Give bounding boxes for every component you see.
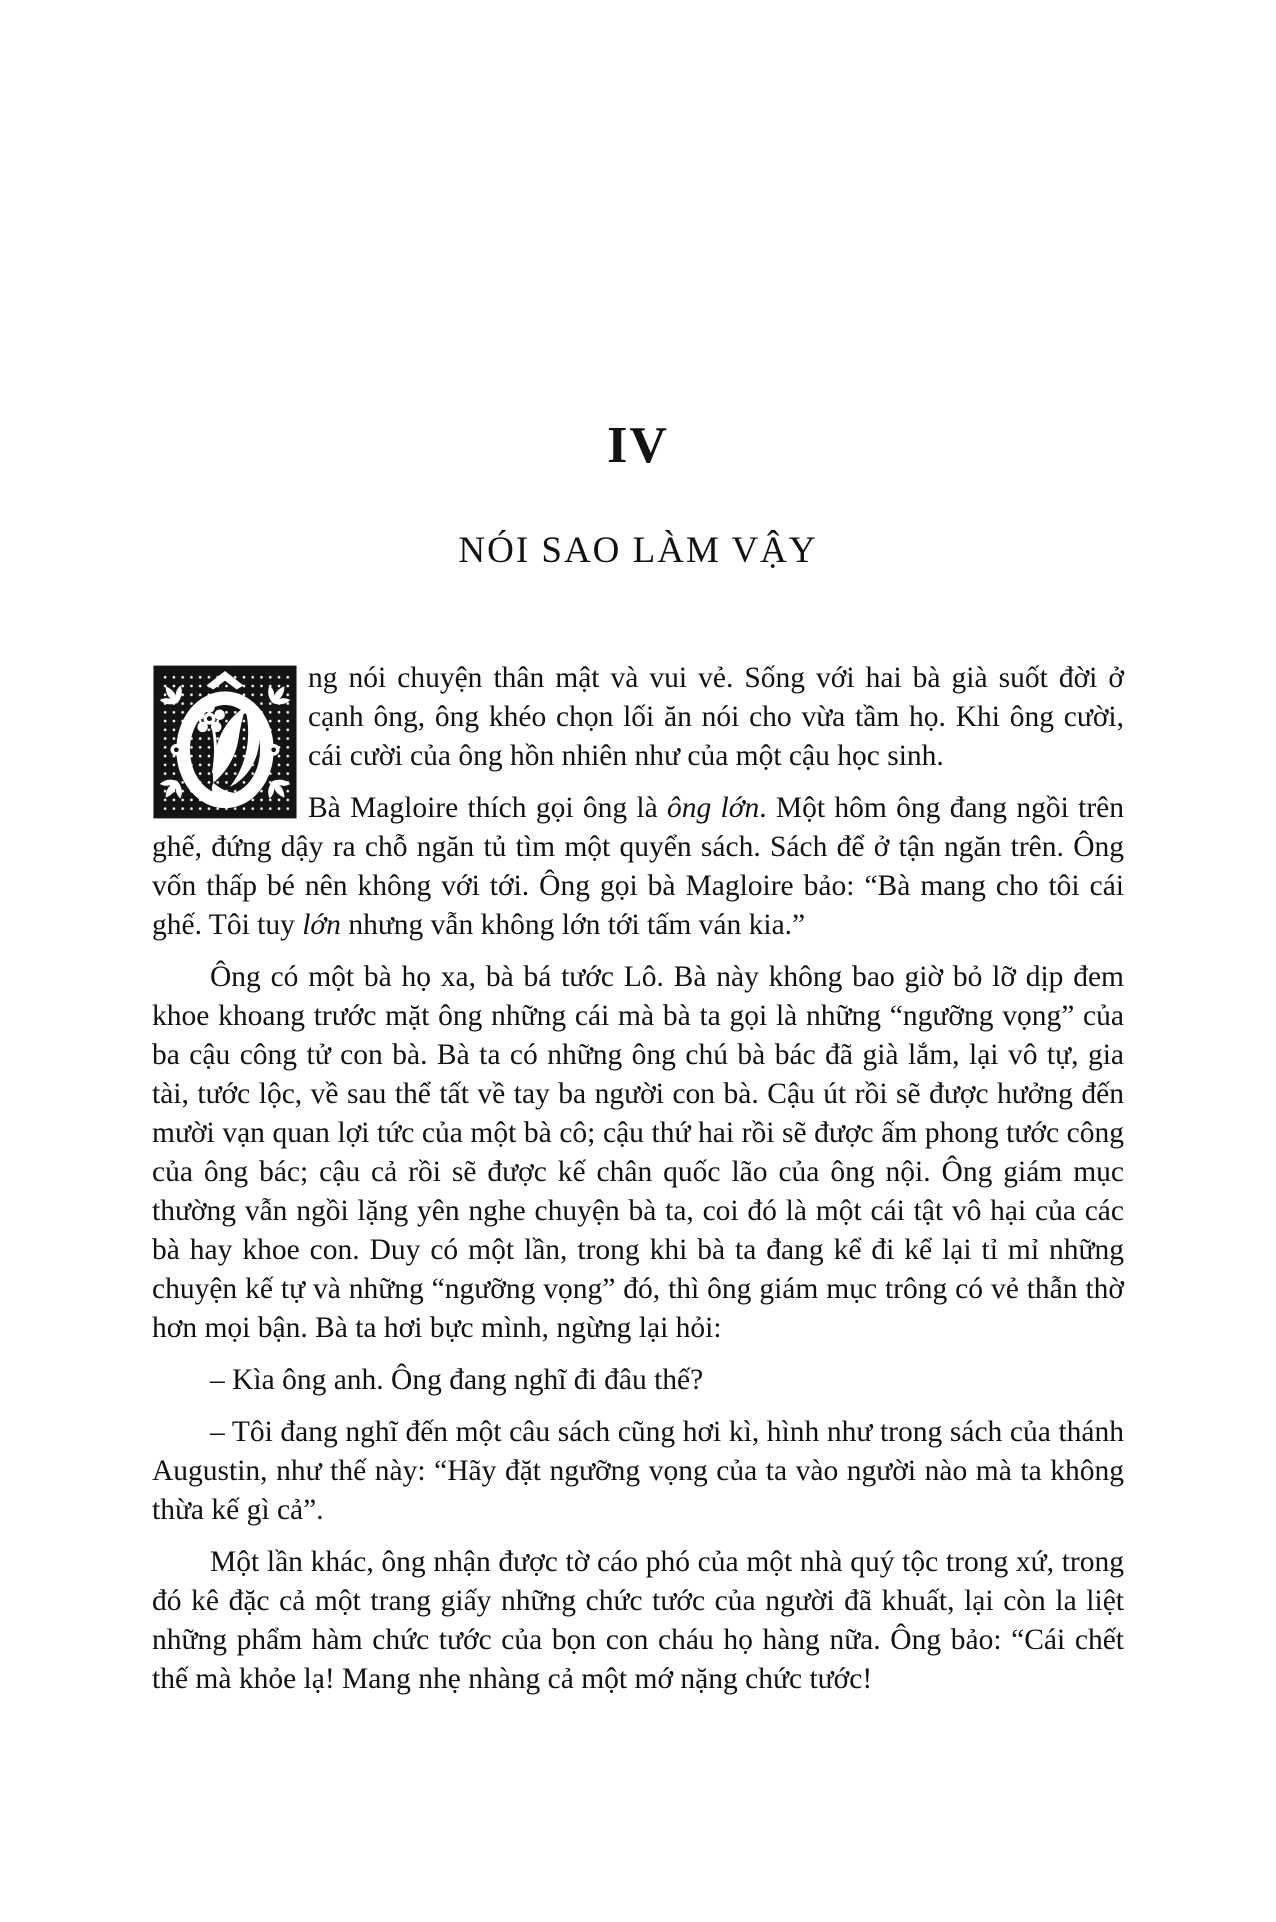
chapter-number: IV <box>607 417 669 474</box>
italic-text-run: ông lớn <box>666 792 760 824</box>
text-run: Một lần khác, ông nhận được tờ cáo phó của một nhà quý tộc trong xứ, trong đó kê đặc cả một trang giấy những chức tước của người đã khuất, lại còn la liệt những phẩm hàm chức tước của bọn con cháu họ hàng nữa. Ông bảo: “Cái chết thế mà khỏe lạ! Mang nhẹ nhàng cả một mớ nặng chức tước! <box>152 1546 1124 1695</box>
body-text <box>152 659 1124 1699</box>
text-run: . Một hôm ông đang ngồi trên ghế, đứng dậy ra chỗ ngăn tủ tìm một quyển sách. Sách để ở tận ngăn trên. Ông vốn thấp bé nên không với tới. Ông gọi bà Magloire bảo: “Bà mang cho tôi cái ghế. Tôi tuy <box>152 792 1124 941</box>
ornate-initial-icon <box>152 664 298 820</box>
text-run: ng nói chuyện thân mật và vui vẻ. Sống với hai bà già suốt đời ở cạnh ông, ông khéo chọn lối ăn nói cho vừa tầm họ. Khi ông cười, cái cười của ông hồn nhiên như của một cậu học sinh. <box>308 662 1124 772</box>
paragraph <box>152 1413 1124 1530</box>
paragraph <box>152 1361 1124 1400</box>
text-run: Bà Magloire thích gọi ông là <box>308 792 667 824</box>
text-run: – Tôi đang nghĩ đến một câu sách cũng hơi kì, hình như trong sách của thánh Augustin, như thế này: “Hãy đặt ngưỡng vọng của ta vào người nào mà ta không thừa kế gì cả”. <box>152 1416 1124 1526</box>
chapter-title: NÓI SAO LÀM VẬY <box>458 530 818 571</box>
drop-cap <box>152 664 298 820</box>
text-run: Ông có một bà họ xa, bà bá tước Lô. Bà này không bao giờ bỏ lỡ dịp đem khoe khoang trước mặt ông những cái mà bà ta gọi là những “ngưỡng vọng” của ba cậu công tử con bà. Bà ta có những ông chú bà bác đã già lắm, lại vô tự, gia tài, tước lộc, về sau thể tất về tay ba người con bà. Cậu út rồi sẽ được hưởng đến mười vạn quan lợi tức của một bà cô; cậu thứ hai rồi sẽ được ấm phong tước công của ông bác; cậu cả rồi sẽ được kế chân quốc lão của ông nội. Ông giám mục thường vẫn ngồi lặng yên nghe chuyện bà ta, coi đó là một cái tật vô hại của các bà hay khoe con. Duy có một lần, trong khi bà ta đang kể đi kể lại tỉ mỉ những chuyện kế tự và những “ngưỡng vọng” đó, thì ông giám mục trông có vẻ thẫn thờ hơn mọi bận. Bà ta hơi bực mình, ngừng lại hỏi: <box>152 961 1124 1344</box>
text-run: nhưng vẫn không lớn tới tấm ván kia.” <box>340 909 806 941</box>
text-run: – Kìa ông anh. Ông đang nghĩ đi đâu thế? <box>210 1364 704 1396</box>
paragraph <box>152 1543 1124 1699</box>
paragraph <box>152 958 1124 1348</box>
italic-text-run: lớn <box>302 909 341 941</box>
